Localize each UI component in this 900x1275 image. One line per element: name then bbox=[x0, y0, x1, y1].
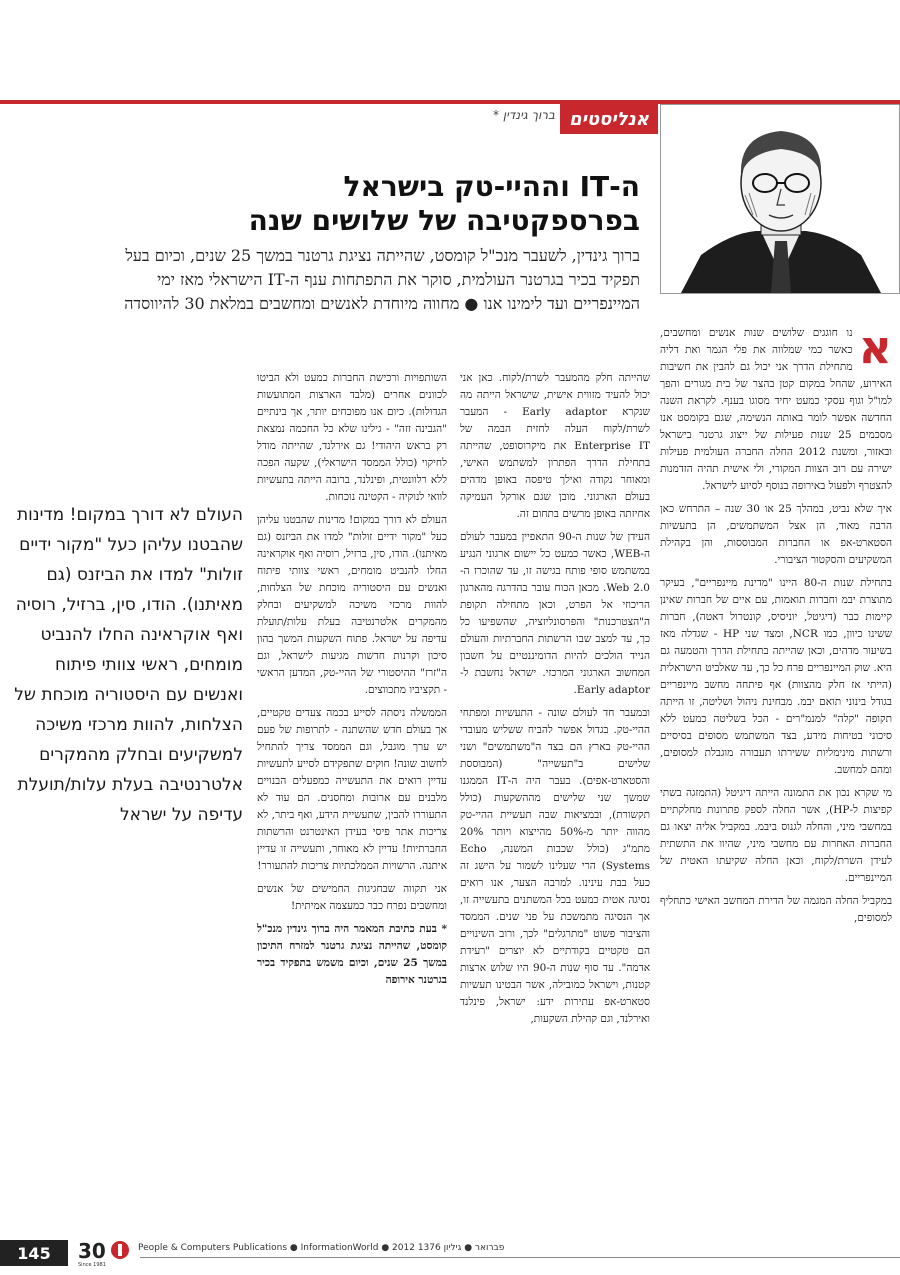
section-tag: אנליסטים bbox=[560, 104, 658, 134]
portrait-illustration bbox=[661, 105, 899, 293]
text-column-3 bbox=[257, 370, 447, 1275]
svg-text:Since 1981: Since 1981 bbox=[78, 1262, 106, 1268]
headline-line-2: בפרספקטיבה של שלושים שנה bbox=[248, 204, 640, 237]
paragraph: מי שקרא נכון את התמונה הייתה דיגיטל (התמזגה בשתי קפיצות ל-HP), אשר החלה לספק פתרונות מחלקתיים במחשבי מיני, והחלה לגנוס ביבמ. במקביל אליה יצאו גם החברות האחרות עם מחשבי מיני, שהיוו את התשתית לעידן השרת/לקוח, וכאן החלה שקיעתו האטית של המיינפריים. bbox=[660, 787, 892, 884]
paragraph: א נו חוגגים שלושים שנות אנשים ומחשבים, כאשר כמי שמלווה את פלי הגמר ואת דליה מתחילת הדרך אני יכול גם להבין את חשיבות האירוע, שהחל במקום קטן בהצר של בית מגורים והפך למו"ל וגוף עסקי כמעט יחיד מסוגו בענף. לקראת השנה החדשה אפשר לומר באותה הנשימה, שגם בקומסט אנו מסכמים 25 שנות פעילות של ייצוג גרטנר בישראל ובאזור, ומשנת 2012 החלה החברה העולמית פעילות ישירה עם רוב הצוות המקורי, ולי אישית תהיה הזדמנות להצטרף ולפעול באירופה בנוסף לסיוע לישראל. bbox=[660, 325, 892, 492]
paragraph: אני תקווה שבחגיגות החמישים של אנשים ומחשבים נפרח כבר כמעצמה אמיתית! bbox=[257, 883, 447, 912]
paragraph: ובמעבר חד לעולם שונה - התעשיות ומפתחי ההיי-טק. בגדול אפשר להביח ששליש מעובדי ההיי-טק בארץ הם בצד ה"משתמשים" ושני שלישים ב"תעשייה" (המבוססת והסטארט-אפים). בעבר היה ה-IT הממגנו שמשך שני שלישים מההשקעות (כולל תקשורת), ובמציאות שבה תעשיית ההיי-טק מהווה יותר מ-50% מהייצוא ויותר 20% מתמ"ג (כולל שכבות המשנה, Echo Systems) הרי שעלינו לשמור על הישג זה כעל בבת עינינו. למרבה הצער, אנו רואים נסיגה אטית כמעט בכל המשתנים בתעשייה זו, אך הנסיגה מתמשכת על פני שנים. הממסד והציבור פשוט "מתרגלים" לכך, ורוב השינויים הם טקטיים בקודתיים לא יוצרים "רעידת אדמה". עד סוף שנות ה-90 היו שלוש ארצות קטנות, וישראל כמובילה, אשר הבטינו תעשיות סטארט-אפ עתירות ידע: ישראל, פינלנד ואירלנד, וגם קהילת השקעות, bbox=[460, 707, 650, 1025]
anniversary-logo bbox=[76, 1238, 132, 1268]
footer-publisher-line: People & Computers Publications ● InformationWorld ● 2012 פברואר ● גיליון 1376 bbox=[138, 1243, 505, 1253]
svg-text:30: 30 bbox=[78, 1239, 106, 1263]
article-lead: ברוך גינדין, לשעבר מנכ"ל קומסט, שהייתה נציגת גרטנר במשך 25 שנים, וכיום בעל תפקיד בכיר בגרטנר העולמית, סוקר את התפתחות ענף ה-IT הישראלי מאז ימי המיינפריים ועד לימינו אנו ● מחווה מיוחדת לאנשים ומחשבים במלאת 30 להיווסדה bbox=[124, 246, 640, 313]
page-number: 145 bbox=[0, 1240, 68, 1266]
paragraph: השותפויות ורכישת החברות כמעט ולא הביטו לכוונים אחרים (מלבד הארצות המתועשות הגדולות). כיום אנו מפוכחים יותר, אך בינתיים "הגבינה זזה" - גילינו שלא כל החכמה נמצאת רק בראש היהודי! גם אירלנד, שהייתה מודל לחיקוי (כולל הממסד הישראלי), שקעה הפכה ללא רלוונטית, ופינלנד, ברובה הייתה בתעשיות לוואי לנוקיה - הקטינה נוכחות. bbox=[257, 372, 447, 503]
paragraph: הממשלה ניסתה לסייע בכמה צעדים טקטיים, אך בעולם חדש שהשתנה - לתרופות של פעם יש ערך מוגבל, וגם הממסד צריך להתחיל לחשוב שונה! חוקים שתפקידם לסייע לתעשיות עדיין רואים את התעשייה כמפעלים הבנויים מלבנים עם ארובות ומחסנים. הם עוד לא התעוררו להבין, שתעשיית הידע, ואף ביתר, לא צריכות אתר פיסי בעידן האינטרנט והרשתות החברתיות! עדיין לא מאוחר, ותעשייה זו עדיין איתנה. הרשויות הממלכתיות צריכות להתעורר! bbox=[257, 707, 447, 872]
drop-cap: א bbox=[858, 325, 892, 374]
text-column-1 bbox=[660, 325, 892, 1230]
text-column-2 bbox=[460, 370, 650, 1275]
paragraph: שהייתה חלק מהמעבר לשרת/לקוח. כאן אני יכול להעיד מזווית אישית, שישראל הייתה מה שנקרא Early adaptor - המעבר לשרת/לקוח העלה לחזית הבמה של Enterprise IT את מיקרוסופט, שהייתה בתחילת הדרך הפתרון למשתמש האישי, ומאוחר נקודה ואילך טיפסה באופן מדהים בעולם הארגוני. מובן שגם אורקל העמיקה אחיזתה באופן מרשים בתחום זה. bbox=[460, 372, 650, 520]
article-headline bbox=[120, 170, 640, 238]
byline: ברוך גינדין * bbox=[493, 108, 555, 122]
headline-line-1: ה-IT וההיי-טק בישראל bbox=[343, 170, 640, 203]
paragraph: בתחילת שנות ה-80 היינו "מדינת מיינפריים", בעיקר מתוצרת יבמ וחברות תואמות, עם איים של חברות שאינן קיימות כבר (דיגיטל, יוניסיס, קונטרול דאטה), חברות ששינו כיוון, כמו NCR, ומצד שני HP - שגדלה מאז בשיעור מדהים, וכאן שהייתה בתחילת הדרך והטמעה גם היא. שוק המיינפריים פרח כל כך, עד שאלביט הישראלית (הייתי אז חלק מהצוות) אף פיתחה מחשב מיינפריים בגודל בינוני תואם יבמ. מבחינת ניהול ושליטה, זו הייתה תקופה "קלה" למנמ"רים - הכל בשליטה כמעט ללא סיכוני בטיחות מידע, בצד המשתמש מסופים בסיסיים ורשתות מינימליות ששירתו תעבורה מוגבלת למסופים, ומהם למחשב. bbox=[660, 577, 892, 776]
author-note: * בעת כתיבת המאמר היה ברוך גינדין מנכ"ל קומסט, שהייתה נציגת גרטנר למזרח התיכון במשך 25 שנים, וכיום משמש בתפקיד בכיר בגרטנר אירופה bbox=[257, 923, 447, 986]
paragraph: העולם לא דורך במקום! מדינות שהבטנו עליהן כעל "מקור ידיים זולות" למדו את הביזנס (גם מאיתנו). הודו, סין, ברזיל, רוסיה ואף אוקראינה החלו להנביט מומחים, ראשי צוותי פיתוח ואנשים עם היסטוריה מוכחת של הצלחות, להוות מרכזי משיכה למשקיעים ובחלק מהמקרים אלטרנטיבה בעלת עלות/תועלת עדיפה על ישראל. פתוח השקעות המשך בהון סיכון וקרנות חדשות מגיעות לישראל, וגם ה"זרז" ההיסטורי של ההיי-טק, המדען הראשי - תקציביו מתכווצים. bbox=[257, 514, 447, 696]
footer-rule bbox=[140, 1257, 900, 1258]
author-portrait bbox=[660, 104, 900, 294]
pull-quote: העולם לא דורך במקום! מדינות שהבטנו עליהן כעל "מקור ידיים זולות" למדו את הביזנס (גם מאיתנו). הודו, סין, ברזיל, רוסיה ואף אוקראינה החלו להנביט מומחים, ראשי צוותי פיתוח ואנשים עם היסטוריה מוכחת של הצלחות, להוות מרכזי משיכה למשקיעים ובחלק מהמקרים אלטרנטיבה בעלת עלות/תועלת עדיפה על ישראל bbox=[14, 505, 243, 825]
logo-icon bbox=[76, 1238, 132, 1268]
paragraph: איך שלא נביט, במהלך 25 או 30 שנה – התרחש כאן הרבה מאוד, הן אצל המשתמשים, הן בתעשיות הסטארט-אפ או החברות המבוססות, והן בקהילת המשקיעים והסקטור הציבורי. bbox=[660, 503, 892, 566]
paragraph: העידן של שנות ה-90 התאפיין במעבר לעולם ה-WEB, כאשר כמעט כל יישום ארגוני הנגיע במשתמש סופי פותח בגישה זו, עד שהוכרז ה-Web 2.0. מכאן הכוח עובר בהדרגה מהארגון הריכוזי אל הפרט, וכאן מתחילה תקופת ה"הצטרכנות" והפרסונליזציה, שהשפיעו כל כך, עד למצב שבו הרשתות החברתיות והעולם הנייד הולכים להיות הדומיננטיים על חשבון המחשוב הארגוני המרכזי. ישראל נחשבת ל-Early adaptor. bbox=[460, 531, 650, 696]
paragraph: במקביל החלה המגמה של הדירת המחשב האישי כתחליף למסופים, bbox=[660, 895, 892, 924]
